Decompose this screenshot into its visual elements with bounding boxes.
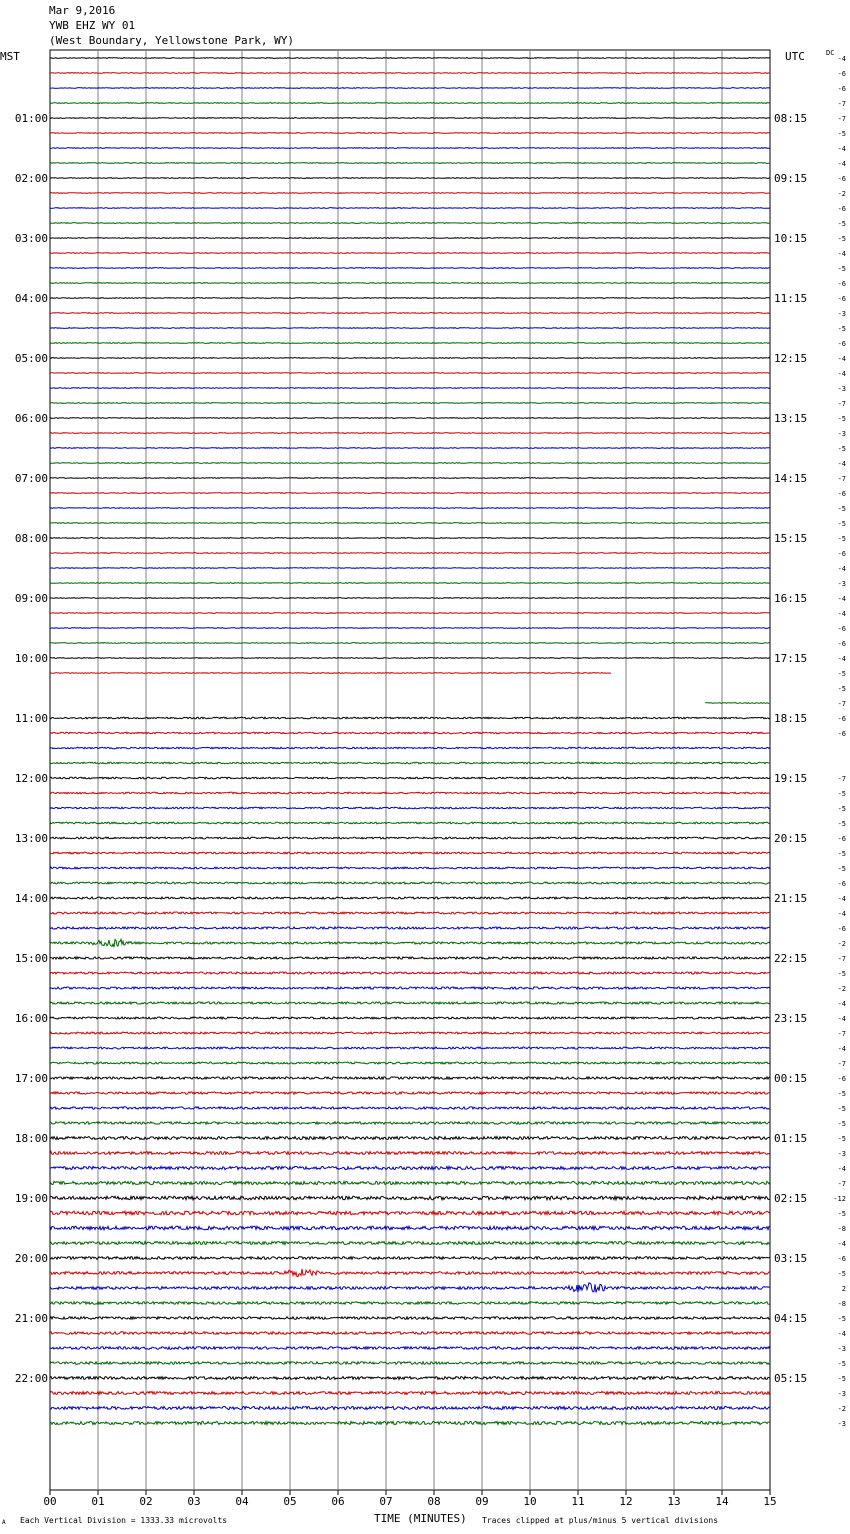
plot-date: Mar 9,2016 [49,4,116,17]
left-hour-label: 17:00 [14,1072,48,1085]
dc-offset-label: 2 [841,1285,846,1293]
right-hour-label: 13:15 [774,412,808,425]
x-tick-label: 01 [91,1495,105,1508]
right-hour-label: 22:15 [774,952,808,965]
dc-offset-label: -3 [837,385,846,393]
dc-offset-label: -5 [837,220,846,228]
trace-line [50,163,770,164]
trace-line [50,433,770,434]
dc-offset-label: -5 [837,805,846,813]
dc-offset-label: -4 [837,565,846,573]
dc-offset-label: -5 [837,1135,846,1143]
left-hour-label: 11:00 [14,712,48,725]
dc-offset-label: -8 [837,1300,846,1308]
trace-line [50,1347,770,1350]
left-axis-title: MST [0,50,20,63]
right-hour-label: 18:15 [774,712,808,725]
station-code: YWB EHZ WY 01 [49,19,136,32]
dc-offset-label: -5 [837,325,846,333]
dc-offset-label: -7 [837,1030,846,1038]
trace-line [50,792,770,794]
x-tick-label: 12 [619,1495,633,1508]
trace-line [50,867,770,869]
dc-offset-label: -7 [837,1180,846,1188]
trace-line [50,223,770,224]
trace-line [50,1257,770,1260]
trace-line [50,957,770,959]
dc-offset-label: -2 [837,190,846,198]
trace-line [50,1302,770,1305]
dc-offset-label: -3 [837,1345,846,1353]
trace-line [50,508,770,509]
dc-offset-label: -5 [837,1375,846,1383]
trace-line [50,882,770,884]
dc-offset-label: -6 [837,625,846,633]
trace-line [50,358,770,359]
x-tick-label: 09 [475,1495,489,1508]
trace-line [50,553,770,554]
dc-offset-label: -6 [837,1075,846,1083]
station-location: (West Boundary, Yellowstone Park, WY) [49,34,295,47]
trace-line [50,658,770,659]
dc-offset-label: -3 [837,430,846,438]
dc-offset-label: -5 [837,415,846,423]
dc-offset-label: -6 [837,490,846,498]
dc-offset-label: -5 [837,1210,846,1218]
dc-offset-label: -7 [837,100,846,108]
dc-offset-label: -7 [837,955,846,963]
trace-line [50,493,770,494]
dc-offset-label: -4 [837,355,846,363]
plot-frame [50,50,770,1490]
trace-line [50,852,770,854]
dc-offset-label: -5 [837,1270,846,1278]
scale-note: Each Vertical Division = 1333.33 microvolts [20,1516,228,1525]
trace-line [50,972,770,974]
dc-offset-label: -5 [837,235,846,243]
trace-line [50,388,770,389]
right-hour-label: 15:15 [774,532,808,545]
x-axis-title: TIME (MINUTES) [374,1512,467,1525]
dc-offset-label: -8 [837,1225,846,1233]
trace-line [50,58,770,59]
trace-line [50,628,770,629]
right-hour-label: 08:15 [774,112,808,125]
trace-line [50,403,770,404]
trace-line [50,148,770,149]
trace-line [50,673,611,674]
trace-line [50,762,770,764]
trace-line [50,822,770,824]
dc-offset-label: -4 [837,55,846,63]
x-tick-label: 14 [715,1495,729,1508]
trace-line [50,193,770,194]
dc-offset-label: -4 [837,610,846,618]
x-tick-label: 15 [763,1495,777,1508]
left-hour-label: 04:00 [14,292,48,305]
dc-offset-label: -3 [837,1390,846,1398]
trace-line [50,418,770,419]
dc-offset-label: -6 [837,880,846,888]
dc-offset-label: -5 [837,130,846,138]
x-tick-label: 00 [43,1495,57,1508]
left-hour-label: 14:00 [14,892,48,905]
trace-line [50,1092,770,1094]
right-hour-label: 16:15 [774,592,808,605]
dc-offset-label: -4 [837,250,846,258]
dc-offset-label: -12 [833,1195,846,1203]
dc-offset-label: -4 [837,1015,846,1023]
trace-line [50,1047,770,1049]
trace-line [50,1152,770,1155]
right-hour-label: 21:15 [774,892,808,905]
left-hour-label: 07:00 [14,472,48,485]
trace-line [50,1332,770,1335]
trace-line [50,1181,770,1184]
right-hour-label: 23:15 [774,1012,808,1025]
dc-offset-label: -6 [837,730,846,738]
dc-offset-label: -5 [837,1105,846,1113]
dc-offset-label: -6 [837,70,846,78]
left-hour-label: 12:00 [14,772,48,785]
trace-line [50,373,770,374]
dc-offset-label: -2 [837,940,846,948]
x-tick-label: 13 [667,1495,681,1508]
trace-line [50,1077,770,1079]
dc-offset-label: -6 [837,715,846,723]
left-hour-label: 03:00 [14,232,48,245]
trace-line [50,1242,770,1245]
trace-line [50,1196,770,1200]
dc-offset-label: -6 [837,175,846,183]
trace-line [50,313,770,314]
trace-line [50,328,770,329]
trace-line [50,1002,770,1004]
right-hour-label: 11:15 [774,292,808,305]
right-hour-label: 19:15 [774,772,808,785]
trace-line [50,927,770,929]
dc-offset-label: -7 [837,475,846,483]
trace-line [50,283,770,284]
trace-line [50,837,770,839]
trace-line [50,253,770,254]
trace-line [50,208,770,209]
dc-offset-label: -7 [837,700,846,708]
trace-line [50,613,770,614]
dc-offset-label: -5 [837,1120,846,1128]
dc-offset-label: -3 [837,580,846,588]
left-hour-label: 19:00 [14,1192,48,1205]
trace-line [705,703,769,704]
trace-line [50,807,770,809]
trace-line [50,343,770,344]
left-hour-label: 05:00 [14,352,48,365]
dc-offset-label: -6 [837,640,846,648]
dc-offset-label: -5 [837,970,846,978]
left-hour-label: 02:00 [14,172,48,185]
left-hour-label: 09:00 [14,592,48,605]
left-hour-label: 22:00 [14,1372,48,1385]
trace-line [50,1122,770,1124]
trace-line [50,1032,770,1034]
trace-line [50,448,770,449]
trace-line [50,598,770,599]
trace-line [50,178,770,179]
dc-offset-label: -7 [837,1060,846,1068]
right-axis-title: UTC [785,50,805,63]
dc-offset-label: -5 [837,850,846,858]
left-hour-label: 08:00 [14,532,48,545]
dc-offset-label: -6 [837,85,846,93]
right-hour-label: 03:15 [774,1252,808,1265]
dc-offset-label: -5 [837,865,846,873]
dc-offset-label: -6 [837,550,846,558]
trace-line [50,1392,770,1395]
trace-line [50,1107,770,1109]
left-hour-label: 20:00 [14,1252,48,1265]
right-hour-label: 17:15 [774,652,808,665]
dc-offset-label: -5 [837,685,846,693]
left-hour-label: 10:00 [14,652,48,665]
right-hour-label: 02:15 [774,1192,808,1205]
dc-label: DC [826,49,835,57]
footer-left-mark: A [2,1519,6,1526]
trace-line [50,1406,770,1409]
right-hour-label: 12:15 [774,352,808,365]
right-hour-label: 09:15 [774,172,808,185]
trace-line [50,88,770,89]
x-tick-label: 03 [187,1495,201,1508]
x-tick-label: 10 [523,1495,537,1508]
trace-line [50,747,770,749]
trace-line [50,1283,770,1293]
trace-line [50,939,770,947]
trace-line [50,1421,770,1424]
dc-offset-label: -6 [837,925,846,933]
dc-offset-label: -6 [837,1255,846,1263]
dc-offset-label: -5 [837,670,846,678]
dc-offset-label: -2 [837,1405,846,1413]
trace-line [50,1377,770,1380]
trace-line [50,1226,770,1230]
trace-line [50,463,770,464]
dc-offset-label: -7 [837,400,846,408]
trace-line [50,103,770,104]
dc-offset-label: -6 [837,295,846,303]
trace-line [50,1166,770,1169]
trace-line [50,238,770,239]
x-tick-label: 02 [139,1495,153,1508]
dc-offset-label: -5 [837,535,846,543]
dc-offset-label: -4 [837,160,846,168]
x-tick-label: 05 [283,1495,297,1508]
trace-line [50,133,770,134]
trace-line [50,1317,770,1320]
left-hour-label: 13:00 [14,832,48,845]
dc-offset-label: -4 [837,1240,846,1248]
left-hour-label: 21:00 [14,1312,48,1325]
dc-offset-label: -4 [837,1330,846,1338]
left-hour-label: 06:00 [14,412,48,425]
trace-line [50,1362,770,1365]
dc-offset-label: -5 [837,505,846,513]
trace-line [50,987,770,989]
trace-line [50,298,770,299]
dc-offset-label: -7 [837,115,846,123]
left-hour-label: 18:00 [14,1132,48,1145]
x-tick-label: 08 [427,1495,441,1508]
dc-offset-label: -4 [837,1165,846,1173]
dc-offset-label: -4 [837,145,846,153]
dc-offset-label: -4 [837,1000,846,1008]
trace-line [50,912,770,914]
right-hour-label: 00:15 [774,1072,808,1085]
right-hour-label: 10:15 [774,232,808,245]
dc-offset-label: -5 [837,1360,846,1368]
trace-line [50,1211,770,1215]
trace-line [50,568,770,569]
right-hour-label: 20:15 [774,832,808,845]
x-tick-label: 07 [379,1495,393,1508]
dc-offset-label: -5 [837,265,846,273]
trace-line [50,643,770,644]
dc-offset-label: -5 [837,1315,846,1323]
trace-line [50,1269,770,1277]
dc-offset-label: -4 [837,595,846,603]
right-hour-label: 14:15 [774,472,808,485]
dc-offset-label: -6 [837,340,846,348]
dc-offset-label: -4 [837,910,846,918]
x-tick-label: 11 [571,1495,585,1508]
dc-offset-label: -5 [837,520,846,528]
dc-offset-label: -4 [837,895,846,903]
left-hour-label: 16:00 [14,1012,48,1025]
trace-line [50,523,770,524]
trace-line [50,717,770,719]
left-hour-label: 15:00 [14,952,48,965]
right-hour-label: 05:15 [774,1372,808,1385]
dc-offset-label: -5 [837,445,846,453]
trace-line [50,732,770,734]
dc-offset-label: -3 [837,310,846,318]
dc-offset-label: -6 [837,205,846,213]
dc-offset-label: -6 [837,835,846,843]
trace-line [50,1137,770,1140]
right-hour-label: 01:15 [774,1132,808,1145]
dc-offset-label: -4 [837,1045,846,1053]
dc-offset-label: -5 [837,820,846,828]
right-hour-label: 04:15 [774,1312,808,1325]
trace-line [50,118,770,119]
trace-line [50,478,770,479]
left-hour-label: 01:00 [14,112,48,125]
x-tick-label: 06 [331,1495,345,1508]
dc-offset-label: -5 [837,790,846,798]
dc-offset-label: -7 [837,775,846,783]
dc-offset-label: -3 [837,1150,846,1158]
dc-offset-label: -6 [837,280,846,288]
dc-offset-label: -4 [837,370,846,378]
x-tick-label: 04 [235,1495,249,1508]
trace-line [50,1017,770,1019]
trace-line [50,777,770,779]
trace-line [50,583,770,584]
trace-line [50,897,770,899]
dc-offset-label: -4 [837,655,846,663]
dc-offset-label: -2 [837,985,846,993]
trace-line [50,538,770,539]
dc-offset-label: -3 [837,1420,846,1428]
dc-offset-label: -4 [837,460,846,468]
trace-line [50,268,770,269]
trace-line [50,73,770,74]
dc-offset-label: -5 [837,1090,846,1098]
trace-line [50,1062,770,1064]
clip-note: Traces clipped at plus/minus 5 vertical divisions [482,1516,719,1525]
